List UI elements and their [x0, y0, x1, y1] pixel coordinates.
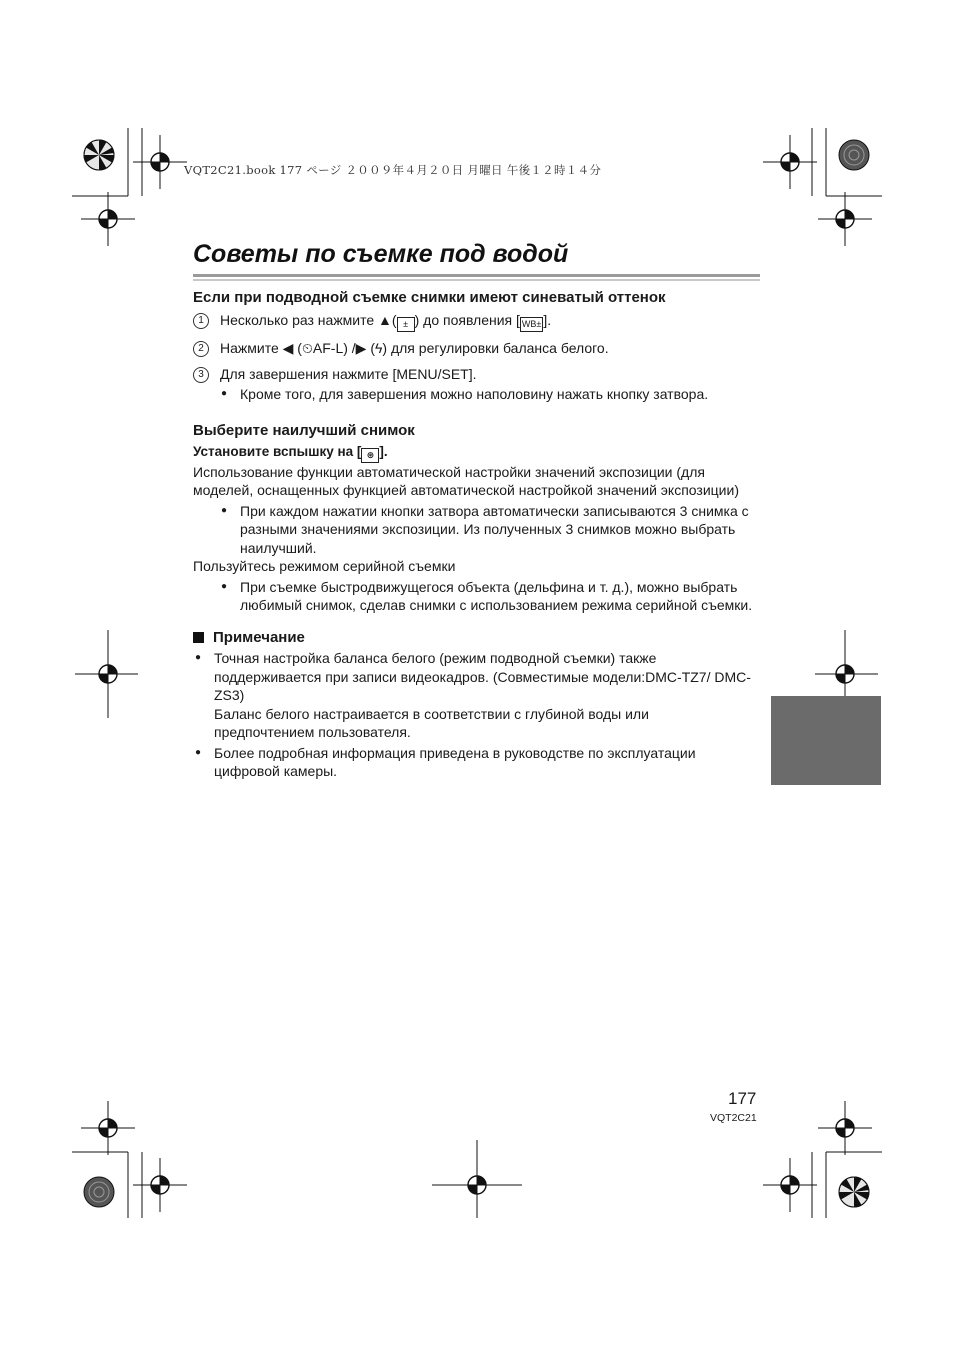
step-number: 1 [193, 313, 209, 329]
step-number: 2 [193, 341, 209, 357]
burst-bullet: ● При съемке быстродвижущегося объекта (дельфина и т. д.), можно выбрать любимый снимок, сделав снимки с использованием режима серийной съемки. [193, 578, 753, 615]
registration-mark-icon [133, 135, 187, 189]
step-text: ) для регулировки баланса белого. [382, 340, 609, 356]
step-2 [193, 339, 753, 358]
square-bullet-icon [193, 632, 204, 643]
section-heading-bluish: Если при подводной съемке снимки имеют синеватый оттенок [193, 289, 666, 306]
registration-mark-icon [763, 1158, 817, 1212]
step-text: ]. [543, 312, 552, 328]
step-1 [193, 311, 753, 332]
sub-heading-text: Установите вспышку на [ [193, 443, 362, 459]
registration-mark-icon [818, 192, 872, 246]
note-bullet-2: ● Более подробная информация приведена в руководстве по эксплуатации цифровой камеры. [193, 744, 753, 781]
title-underline [193, 274, 760, 277]
page-title: Советы по съемке под водой [193, 240, 569, 268]
step-number: 3 [193, 367, 209, 383]
registration-mark-icon [818, 1101, 872, 1155]
auto-bracket-bullet: ● При каждом нажатии кнопки затвора автоматически записываются 3 снимка с разными значениями экспозиции. Из полученных 3 снимков можно выбрать наилучший. [193, 502, 753, 558]
exposure-icon: ± [397, 317, 415, 332]
section-heading-best-shot: Выберите наилучший снимок [193, 421, 415, 439]
color-wheel-icon [84, 1177, 114, 1207]
sub-heading-text: ]. [379, 443, 388, 459]
white-balance-icon: WB± [520, 317, 543, 332]
color-wheel-icon [839, 140, 869, 170]
chapter-side-tab [771, 696, 881, 785]
print-header: VQT2C21.book 177 ページ ２００９年４月２０日 月曜日 午後１２時１４分 [184, 163, 602, 177]
note-bullet-1-continuation: Баланс белого настраивается в соответствии с глубиной воды или предпочтением пользователя. [214, 705, 649, 740]
step-text: Для завершения нажмите [MENU/SET]. [220, 365, 477, 382]
main-content [193, 288, 753, 781]
step-3 [193, 365, 753, 384]
note-heading-text: Примечание [213, 628, 305, 646]
title-underline-light [193, 279, 760, 281]
page-number: 177 [728, 1089, 757, 1108]
auto-bracket-paragraph: Использование функции автоматической настройки значений экспозиции (для моделей, оснащенных функцией автоматической настройкой значений экспозиции) [193, 463, 739, 498]
registration-mark-icon [81, 192, 135, 246]
step-text: Нажмите ◀ ( [220, 340, 302, 356]
registration-mark-icon [763, 135, 817, 189]
flash-icon: ϟ [375, 340, 383, 356]
step-text: Несколько раз нажмите ▲( [220, 312, 397, 328]
burst-paragraph: Пользуйтесь режимом серийной съемки [193, 558, 456, 574]
step-3-bullet: ● Кроме того, для завершения можно наполовину нажать кнопку затвора. [193, 385, 753, 404]
color-wheel-icon [84, 140, 114, 170]
note-bullet-1: ● Точная настройка баланса белого (режим подводной съемки) также поддерживается при записи видеокадров. (Совместимые модели:DMC-TZ7/ DMC-ZS3) [193, 649, 753, 705]
step-text: AF-L) /▶ ( [312, 340, 375, 356]
note-heading [193, 629, 753, 648]
registration-mark-icon [133, 1158, 187, 1212]
self-timer-icon: ⏲ [301, 340, 313, 356]
step-text: ) до появления [ [414, 312, 520, 328]
flash-mode-icon: ⊛ [361, 448, 379, 463]
document-code: VQT2C21 [710, 1112, 757, 1124]
flash-setting-heading [193, 443, 753, 463]
color-wheel-icon [839, 1177, 869, 1207]
registration-mark-icon [81, 1101, 135, 1155]
